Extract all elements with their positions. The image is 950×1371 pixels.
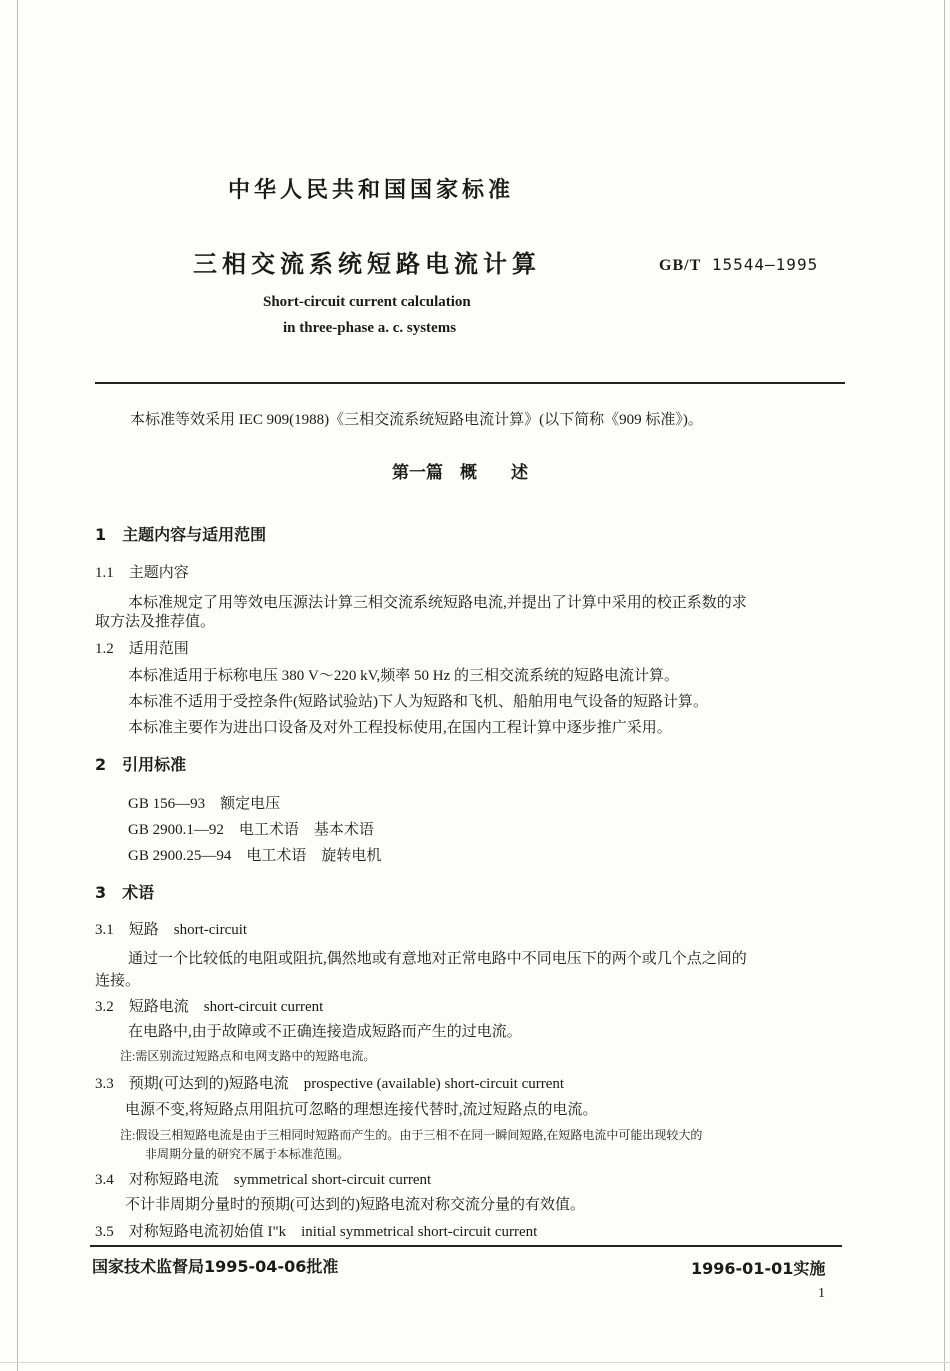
document-title-en-line1: Short-circuit current calculation — [263, 294, 471, 310]
term-3-2-note: 注:需区别流过短路点和电网支路中的短路电流。 — [120, 1049, 376, 1063]
term-3-1-title: 3.1 短路 short-circuit — [95, 922, 248, 938]
document-title-cn: 三相交流系统短路电流计算 — [193, 250, 541, 278]
term-3-3-title: 3.3 预期(可达到的)短路电流 prospective (available) short-circuit current — [95, 1076, 565, 1092]
page-number: 1 — [818, 1286, 825, 1301]
term-3-2-title: 3.2 短路电流 short-circuit current — [95, 999, 324, 1015]
intro-paragraph: 本标准等效采用 IEC 909(1988)《三相交流系统短路电流计算》(以下简称《909 标准》)。 — [130, 412, 703, 428]
document-title-en-line2: in three-phase a. c. systems — [283, 320, 457, 336]
code-number: 15544—1995 — [711, 255, 819, 274]
reference-item: GB 156—93 额定电压 — [128, 796, 281, 812]
term-3-4-definition: 不计非周期分量时的预期(可达到的)短路电流对称交流分量的有效值。 — [125, 1197, 585, 1213]
term-3-3-note-line2: 非周期分量的研究不属于本标准范围。 — [145, 1147, 350, 1161]
part-title: 第一篇 概 述 — [392, 463, 528, 483]
clause-1-2-paragraph-1: 本标准适用于标称电压 380 V～220 kV,频率 50 Hz 的三相交流系统的短路电流计算。 — [128, 668, 679, 684]
clause-1-1-paragraph-line2: 取方法及推荐值。 — [95, 614, 216, 630]
footer-divider — [90, 1245, 842, 1247]
clause-1-1-title: 1.1 主题内容 — [95, 565, 189, 581]
term-3-3-note-line1: 注:假设三相短路电流是由于三相同时短路而产生的。由于三相不在同一瞬间短路,在短路电流中可能出现较大的 — [120, 1128, 703, 1142]
scan-edge-bottom — [0, 1362, 950, 1363]
section-1-heading: 1 主题内容与适用范围 — [95, 525, 267, 544]
clause-1-2-paragraph-3: 本标准主要作为进出口设备及对外工程投标使用,在国内工程计算中逐步推广采用。 — [128, 720, 672, 736]
reference-item: GB 2900.25—94 电工术语 旋转电机 — [128, 848, 382, 864]
approval-line: 国家技术监督局1995-04-06批准 — [92, 1257, 339, 1276]
term-3-4-title: 3.4 对称短路电流 symmetrical short-circuit current — [95, 1172, 432, 1188]
clause-1-2-paragraph-2: 本标准不适用于受控条件(短路试验站)下人为短路和飞机、船舶用电气设备的短路计算。 — [128, 694, 708, 710]
term-3-2-definition: 在电路中,由于故障或不正确连接造成短路而产生的过电流。 — [128, 1024, 522, 1040]
term-3-1-definition-line2: 连接。 — [95, 973, 141, 989]
term-3-3-definition: 电源不变,将短路点用阻抗可忽略的理想连接代替时,流过短路点的电流。 — [125, 1102, 598, 1118]
scan-edge-left — [17, 0, 18, 1371]
header-divider — [95, 382, 845, 384]
code-prefix: GB/T — [659, 257, 702, 274]
implementation-line: 1996-01-01实施 — [691, 1259, 826, 1278]
section-2-heading: 2 引用标准 — [95, 755, 187, 774]
section-3-heading: 3 术语 — [95, 883, 155, 902]
term-3-1-definition-line1: 通过一个比较低的电阻或阻抗,偶然地或有意地对正常电路中不同电压下的两个或几个点之间的 — [128, 951, 747, 967]
clause-1-1-paragraph-line1: 本标准规定了用等效电压源法计算三相交流系统短路电流,并提出了计算中采用的校正系数的求 — [128, 595, 747, 611]
reference-item: GB 2900.1—92 电工术语 基本术语 — [128, 822, 374, 838]
clause-1-2-title: 1.2 适用范围 — [95, 641, 189, 657]
term-3-5-title: 3.5 对称短路电流初始值 I"k initial symmetrical short-circuit current — [95, 1224, 538, 1240]
scan-edge-right — [944, 0, 945, 1371]
standard-code — [659, 255, 818, 275]
standard-name: 中华人民共和国国家标准 — [228, 178, 515, 203]
